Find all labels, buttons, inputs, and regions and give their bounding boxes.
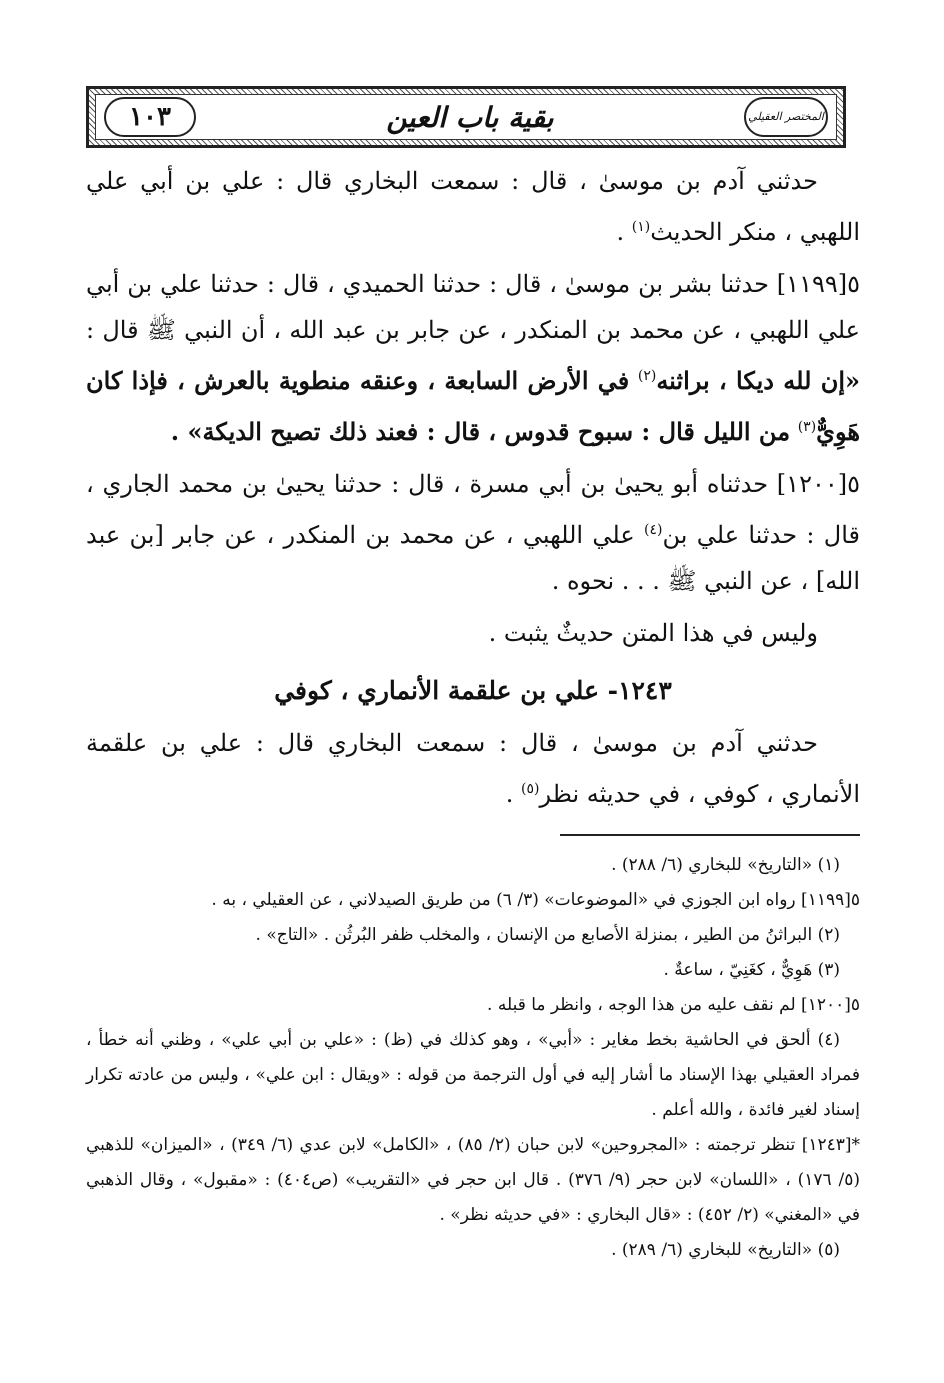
footnote-5: (٥) «التاريخ» للبخاري (٦/ ٢٨٩) . — [611, 1240, 840, 1260]
footnote-ref-5: (٥) — [521, 781, 540, 797]
hadith-1199-matn-a: «إن لله ديكا ، براثنه — [656, 366, 860, 395]
main-text — [86, 158, 860, 823]
book-logo-text: المختصر العقيلي — [748, 110, 824, 123]
footnote-ref-3: (٣) — [797, 419, 817, 435]
paragraph-intro-text: حدثني آدم بن موسىٰ ، قال : سمعت البخاري قال : علي بن أبي علي اللهبي ، منكر الحديث — [86, 167, 860, 246]
hadith-1200-b: علي اللهبي ، عن محمد بن المنكدر ، عن جابر [بن عبد الله] ، عن النبي ﷺ . . . نحوه . — [86, 521, 860, 595]
book-logo — [744, 97, 828, 137]
footnote-2: (٢) البراثنُ من الطير ، بمنزلة الأصابع من الإنسان ، والمخلب ظفر البُرثُن . «التاج» . — [255, 925, 840, 945]
entry-heading: ١٢٤٣- علي بن علقمة الأنماري ، كوفي — [274, 676, 672, 705]
footnote-1: (١) «التاريخ» للبخاري (٦/ ٢٨٨) . — [611, 855, 840, 875]
paragraph-entry-1243-text: حدثني آدم بن موسىٰ ، قال : سمعت البخاري قال : علي بن علقمة الأنماري ، كوفي ، في حديثه نظر — [86, 729, 860, 808]
footnote-1199: ٥[١١٩٩] رواه ابن الجوزي في «الموضوعات» (٣/ ٦) من طريق الصيدلاني ، عن العقيلي ، به . — [211, 890, 860, 910]
page-number-text: ١٠٣ — [129, 102, 171, 132]
footnote-1243: *[١٢٤٣] تنظر ترجمته : «المجروحين» لابن حبان (٢/ ٨٥) ، «الكامل» لابن عدي (٦/ ٣٤٩) ، «الميزان» للذهبي (٥/ ١٧٦) ، «اللسان» لابن حجر (٩/ ٣٧٦) . قال ابن حجر في «التقريب» (ص٤٠٤) : «مقبول» ، وقال الذهبي في «المغني» (٢/ ٤٥٢) : «قال البخاري : «في حديثه نظر» . — [86, 1135, 861, 1225]
paragraph-intro: حدثني آدم بن موسىٰ ، قال : سمعت البخاري قال : علي بن أبي علي اللهبي ، منكر الحديث$^{(١)}$ . — [86, 167, 860, 246]
chapter-title: بقية باب العين — [386, 100, 554, 134]
footnote-1200: ٥[١٢٠٠] لم نقف عليه من هذا الوجه ، وانظر ما قبله . — [487, 995, 860, 1015]
paragraph-note: وليس في هذا المتن حديثٌ يثبت . — [488, 619, 818, 647]
page-number — [104, 97, 196, 137]
footnote-ref-1: (١) — [631, 219, 651, 235]
hadith-1200 — [86, 461, 860, 604]
footnote-ref-4: (٤) — [644, 522, 663, 538]
footnote-3: (٣) هَوِيٌّ ، كغَنِيّ ، ساعةٌ . — [663, 960, 840, 980]
hadith-1199-matn-b: في الأرض السابعة ، وعنقه منطوية بالعرش ، فإذا كان هَوِيٌّ — [86, 366, 860, 446]
hadith-1199-isnad: ٥[١١٩٩] حدثنا بشر بن موسىٰ ، قال : حدثنا الحميدي ، قال : حدثنا علي بن أبي علي اللهبي ، عن محمد بن المنكدر ، عن جابر بن عبد الله ، أن النبي ﷺ قال : — [86, 270, 860, 344]
page-header — [86, 86, 846, 148]
footnote-divider — [560, 834, 860, 836]
footnote-ref-2: (٢) — [637, 368, 657, 384]
footnotes — [86, 834, 860, 1268]
paragraph-entry-1243: حدثني آدم بن موسىٰ ، قال : سمعت البخاري قال : علي بن علقمة الأنماري ، كوفي ، في حديثه نظر$^{(٥)}$ . — [86, 729, 860, 808]
hadith-1200-a: ٥[١٢٠٠] حدثناه أبو يحيىٰ بن أبي مسرة ، قال : حدثنا يحيىٰ بن محمد الجاري ، قال : حدثنا علي بن — [86, 470, 860, 549]
page-header-inner — [95, 94, 837, 140]
hadith-1199-matn-c: من الليل قال : سبوح قدوس ، قال : فعند ذلك تصيح الديكة» . — [170, 417, 791, 446]
hadith-1199 — [86, 261, 860, 455]
footnote-4: (٤) ألحق في الحاشية بخط مغاير : «أبي» ، وهو كذلك في (ظ) : «علي بن أبي علي» ، وظني أنه خطأ ، فمراد العقيلي بهذا الإسناد ما أشار إليه في أول الترجمة من قوله : «ويقال : ابن علي» ، وليس من عادته تكرار إسناد لغير فائدة ، والله أعلم . — [86, 1030, 860, 1120]
